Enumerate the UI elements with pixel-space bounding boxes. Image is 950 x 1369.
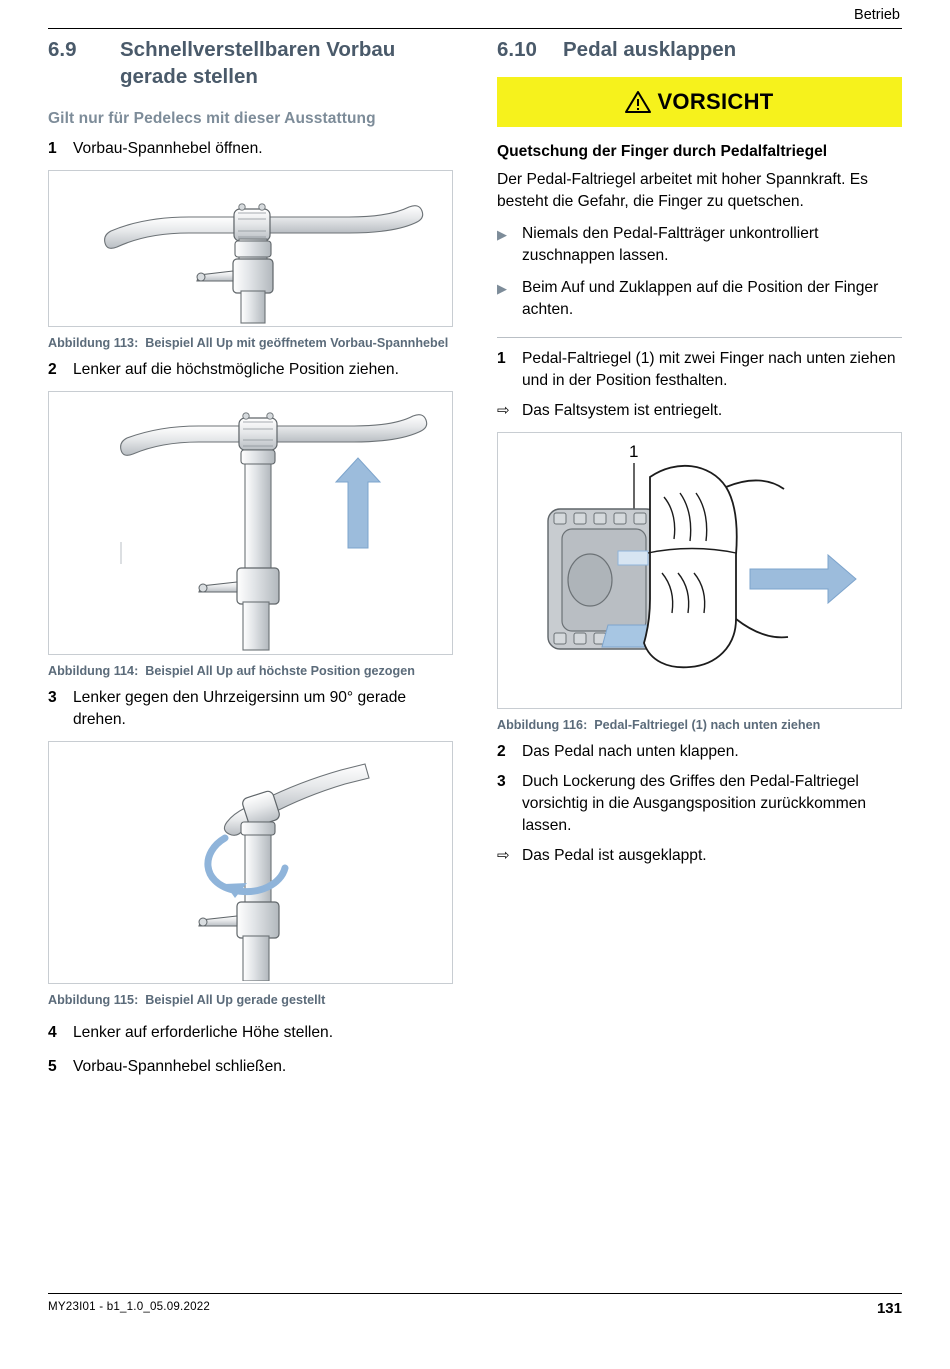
step-text: Lenker gegen den Uhrzeigersinn um 90° gerade drehen. <box>73 689 407 728</box>
section-title: Pedal ausklappen <box>563 38 737 61</box>
step-item <box>497 741 902 763</box>
figure-113-label: Abbildung 113: <box>48 336 139 350</box>
step-item <box>48 138 453 160</box>
figure-116-callout: 1 <box>629 442 639 461</box>
result-item <box>497 400 902 422</box>
pedal-latch-hand-illustration <box>498 433 901 706</box>
step-number: 2 <box>48 361 57 378</box>
result-arrow-icon: ⇨ <box>497 847 510 864</box>
figure-116-label: Abbildung 116: <box>497 718 588 732</box>
figure-115 <box>48 741 453 984</box>
caution-banner-content <box>625 89 773 115</box>
result-arrow-icon: ⇨ <box>497 402 510 419</box>
figure-113 <box>48 170 453 327</box>
stem-rotated-illustration <box>49 742 452 981</box>
step-text: Pedal-Faltriegel (1) mit zwei Finger nach unten ziehen und in der Position festhalten. <box>522 350 896 389</box>
step-item <box>48 359 453 381</box>
step-text: Lenker auf erforderliche Höhe stellen. <box>73 1024 334 1041</box>
result-item <box>497 845 902 867</box>
step-number: 2 <box>497 743 506 760</box>
warning-triangle-icon <box>625 90 651 114</box>
step-number: 1 <box>48 140 57 157</box>
divider <box>497 337 902 338</box>
section-number: 6.10 <box>497 38 537 61</box>
step-text: Lenker auf die höchstmögliche Position ziehen. <box>73 361 399 378</box>
caution-bullet <box>497 223 902 267</box>
step-item <box>48 687 453 731</box>
caution-subtitle: Quetschung der Finger durch Pedalfaltriegel <box>497 143 828 160</box>
figure-115-caption <box>48 992 453 1008</box>
document-id: MY23I01 - b1_1.0_05.09.2022 <box>48 1300 211 1313</box>
figure-113-caption <box>48 335 453 351</box>
caution-bullet-text: Beim Auf und Zuklappen auf die Position der Finger achten. <box>522 279 879 318</box>
caution-paragraph: Der Pedal-Faltriegel arbeitet mit hoher Spannkraft. Es besteht die Gefahr, die Finger zu quetschen. <box>497 171 868 210</box>
figure-115-label: Abbildung 115: <box>48 993 139 1007</box>
two-column-body <box>48 30 902 1084</box>
section-title: Schnellverstellbaren Vorbau gerade stellen <box>120 38 396 88</box>
figure-115-text: Beispiel All Up gerade gestellt <box>145 993 326 1007</box>
step-number: 3 <box>497 773 506 790</box>
figure-114-text: Beispiel All Up auf höchste Position gezogen <box>145 664 415 678</box>
caution-label: VORSICHT <box>657 89 774 114</box>
caution-bullet <box>497 277 902 321</box>
left-column <box>48 30 453 1084</box>
figure-116 <box>497 432 902 709</box>
triangle-bullet-icon: ▶ <box>497 227 507 242</box>
step-number: 3 <box>48 689 57 706</box>
figure-114-caption <box>48 663 453 679</box>
section-subtitle: Gilt nur für Pedelecs mit dieser Ausstattung <box>48 110 376 127</box>
step-text: Vorbau-Spannhebel schließen. <box>73 1058 287 1075</box>
step-number: 1 <box>497 350 506 367</box>
figure-116-caption <box>497 717 902 733</box>
section-heading-6-10 <box>497 36 902 63</box>
section-number: 6.9 <box>48 38 77 61</box>
header-title: Betrieb <box>854 7 900 23</box>
step-number: 5 <box>48 1058 57 1075</box>
step-item <box>48 1022 453 1044</box>
right-column <box>497 30 902 1084</box>
step-item <box>497 348 902 392</box>
figure-114-label: Abbildung 114: <box>48 664 139 678</box>
caution-bullet-text: Niemals den Pedal-Faltträger unkontrolliert zuschnappen lassen. <box>522 225 819 264</box>
page-footer <box>48 1293 902 1317</box>
page-number: 131 <box>876 1300 902 1317</box>
result-text: Das Pedal ist ausgeklappt. <box>522 847 707 864</box>
triangle-bullet-icon: ▶ <box>497 281 507 296</box>
page-header <box>48 0 902 29</box>
step-text: Duch Lockerung des Griffes den Pedal-Faltriegel vorsichtig in die Ausgangsposition zurückkommen lassen. <box>522 773 867 834</box>
step-text: Das Pedal nach unten klappen. <box>522 743 739 760</box>
stem-raised-illustration <box>49 392 452 652</box>
step-number: 4 <box>48 1024 57 1041</box>
result-text: Das Faltsystem ist entriegelt. <box>522 402 723 419</box>
figure-113-text: Beispiel All Up mit geöffnetem Vorbau-Spannhebel <box>145 336 449 350</box>
figure-114 <box>48 391 453 655</box>
caution-banner <box>497 77 902 127</box>
step-item <box>48 1056 453 1078</box>
figure-116-text: Pedal-Faltriegel (1) nach unten ziehen <box>594 718 821 732</box>
section-heading-6-9 <box>48 36 453 90</box>
stem-open-lever-illustration <box>49 171 452 324</box>
step-item <box>497 771 902 837</box>
step-text: Vorbau-Spannhebel öffnen. <box>73 140 263 157</box>
